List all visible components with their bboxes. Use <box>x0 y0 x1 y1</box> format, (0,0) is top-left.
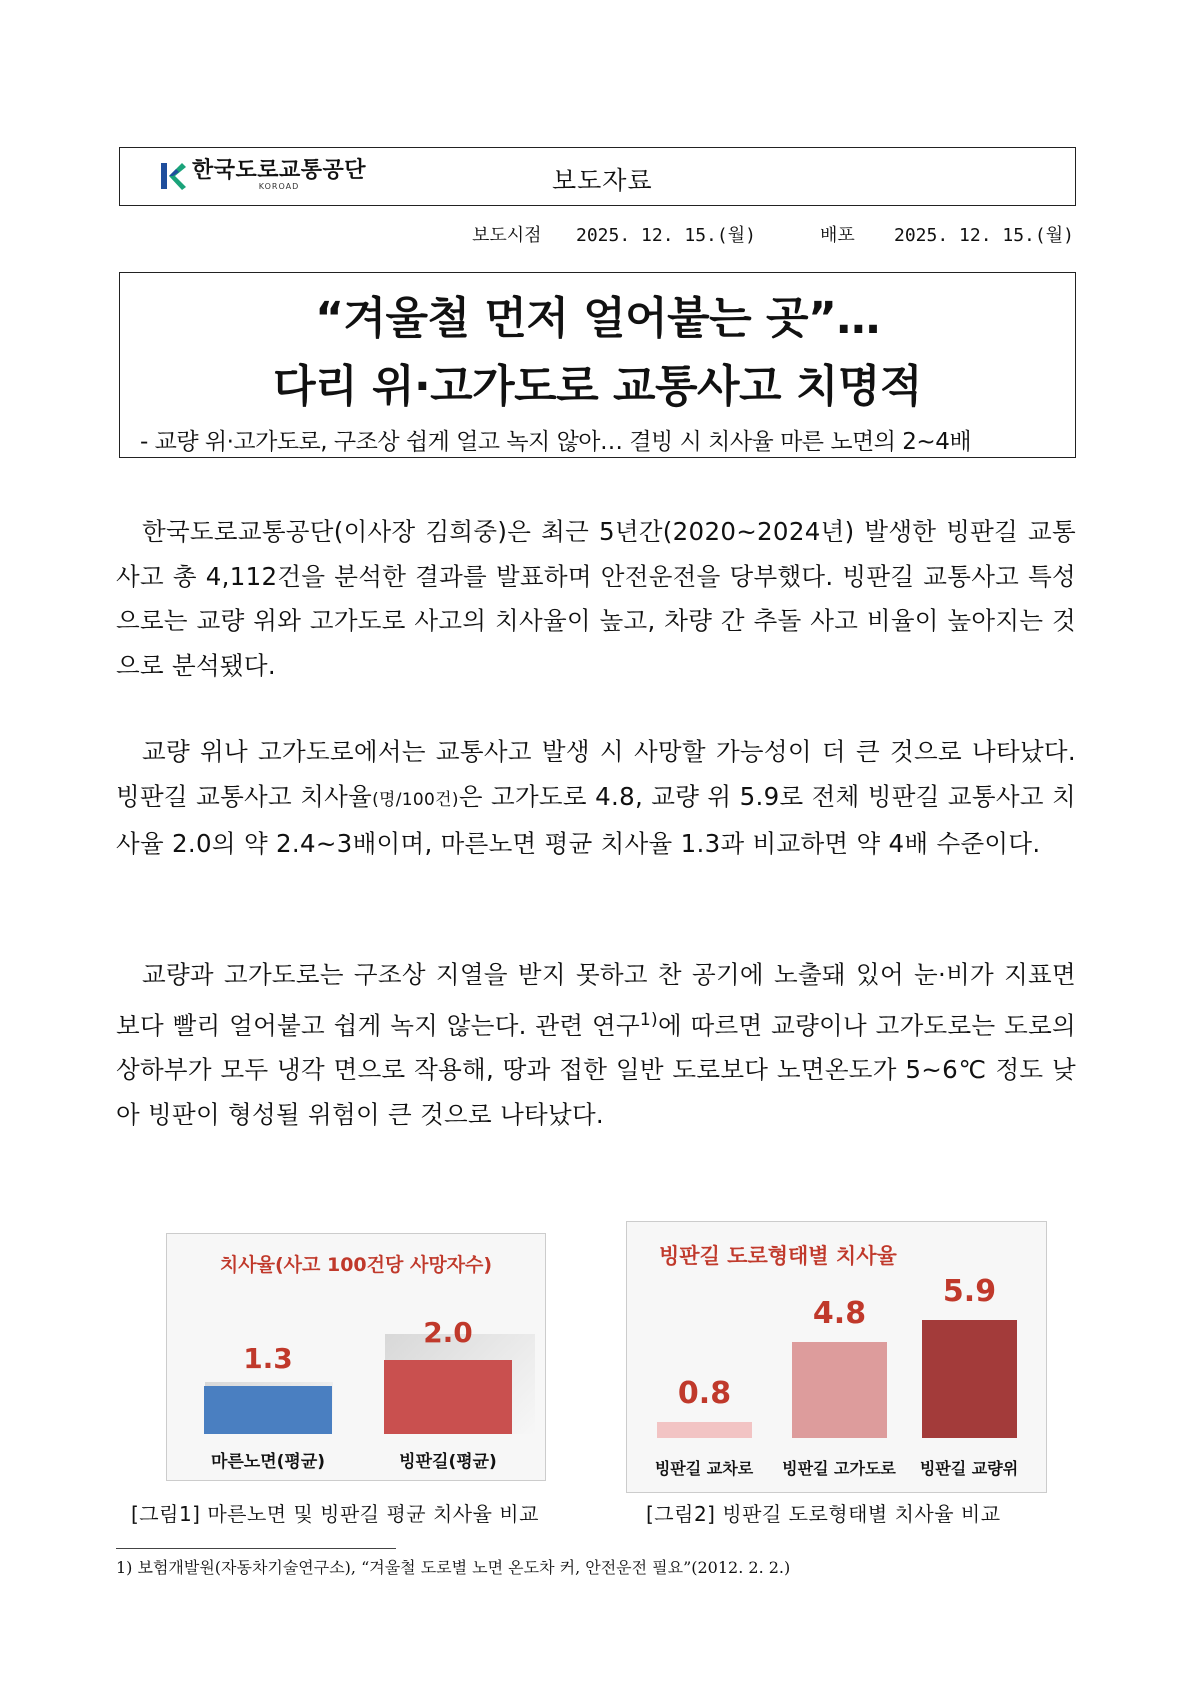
headline-line-2: 다리 위·고가도로 교통사고 치명적 <box>273 361 922 412</box>
paragraph-3 <box>116 953 1076 1137</box>
koroad-logo-icon <box>160 161 186 191</box>
figure-2-bar-bridge <box>922 1320 1017 1438</box>
paragraph-2 <box>116 730 1076 867</box>
figure-2-value-intersection: 0.8 <box>677 1376 732 1411</box>
paragraph-2-text-a: 교량 위나 고가도로에서는 교통사고 발생 시 사망할 가능성이 더 큰 것으로 나타났다. 빙판길 교통사고 치사율 <box>116 737 1076 811</box>
figure-2-chart <box>626 1221 1047 1493</box>
paragraph-1-text: 한국도로교통공단(이사장 김희중)은 최근 5년간(2020~2024년) 발생한 빙판길 교통사고 총 4,112건을 분석한 결과를 발표하며 안전운전을 당부했다. 빙판길 교통사고 특성으로는 교량 위와 고가도로 사고의 치사율이 높고, 차량 간 추돌 사고 비율이 높아지는 것으로 분석됐다. <box>116 517 1076 680</box>
figure-1-caption: [그림1] 마른노면 및 빙판길 평균 치사율 비교 <box>131 1502 539 1526</box>
distribute-date: 2025. 12. 15.(월) <box>894 225 1074 246</box>
paragraph-2-unit: (명/100건) <box>372 789 459 810</box>
logo-korean-text: 한국도로교통공단 <box>192 158 367 183</box>
figure-2-value-bridge: 5.9 <box>942 1274 997 1309</box>
paragraph-3-text-a: 교량과 고가도로는 구조상 지열을 받지 못하고 찬 공기에 노출돼 있어 눈·비가 지표면보다 빨리 얼어붙고 쉽게 녹지 않는다. 관련 연구 <box>116 960 1076 1040</box>
figure-1-value-dry-road: 1.3 <box>243 1341 293 1375</box>
figure-1-value-icy-road: 2.0 <box>423 1316 473 1349</box>
headline-line-1: “겨울철 먼저 얼어붙는 곳”… <box>315 293 880 344</box>
document-type: 보도자료 <box>552 166 653 195</box>
figure-2-category-bridge: 빙판길 교량위 <box>919 1459 1019 1478</box>
figure-2-caption: [그림2] 빙판길 도로형태별 치사율 비교 <box>646 1502 1001 1526</box>
figure-1-category-icy-road: 빙판길(평균) <box>399 1452 497 1472</box>
figure-1-bar-dry-road <box>204 1386 332 1434</box>
footnote-divider <box>116 1548 396 1549</box>
figure-1-chart <box>166 1233 546 1481</box>
distribute-label: 배포 <box>820 225 855 246</box>
figure-1-bar-icy-road <box>384 1360 512 1434</box>
paragraph-1 <box>116 510 1076 688</box>
release-label: 보도시점 <box>472 225 542 246</box>
footnote-reference: 1) <box>639 1009 658 1030</box>
footnote-text: 1) 보험개발원(자동차기술연구소), “겨울철 도로별 노면 온도차 커, 안전운전 필요”(2012. 2. 2.) <box>116 1558 791 1577</box>
figure-2-category-intersection: 빙판길 교차로 <box>654 1459 754 1478</box>
figure-2-title: 빙판길 도로형태별 치사율 <box>659 1244 897 1268</box>
paragraph-3-text-b: 에 따르면 교량이나 고가도로는 도로의 상하부가 모두 냉각 면으로 작용해, 땅과 접한 일반 도로보다 노면온도가 5~6℃ 정도 낮아 빙판이 형성될 위험이 큰 것으로 나타났다. <box>116 1010 1076 1129</box>
figure-2-bar-intersection <box>657 1422 752 1438</box>
figure-1-title: 치사율(사고 100건당 사망자수) <box>219 1254 493 1276</box>
release-date: 2025. 12. 15.(월) <box>576 225 756 246</box>
figure-1-category-dry-road: 마른노면(평균) <box>210 1452 326 1472</box>
figure-2-bar-overpass <box>792 1342 887 1438</box>
koroad-logo <box>160 160 366 191</box>
subtitle: - 교량 위·고가도로, 구조상 쉽게 얼고 녹지 않아… 결빙 시 치사율 마른 노면의 2~4배 <box>140 429 972 455</box>
figure-2-category-overpass: 빙판길 고가도로 <box>782 1459 896 1478</box>
paragraph-2-text-b: 은 고가도로 4.8, 교량 위 5.9로 전체 빙판길 교통사고 치사율 2.0의 약 2.4~3배이며, 마른노면 평균 치사율 1.3과 비교하면 약 4배 수준이다. <box>116 781 1076 858</box>
figure-2-value-overpass: 4.8 <box>812 1296 867 1331</box>
logo-english-text: KOROAD <box>258 182 300 191</box>
